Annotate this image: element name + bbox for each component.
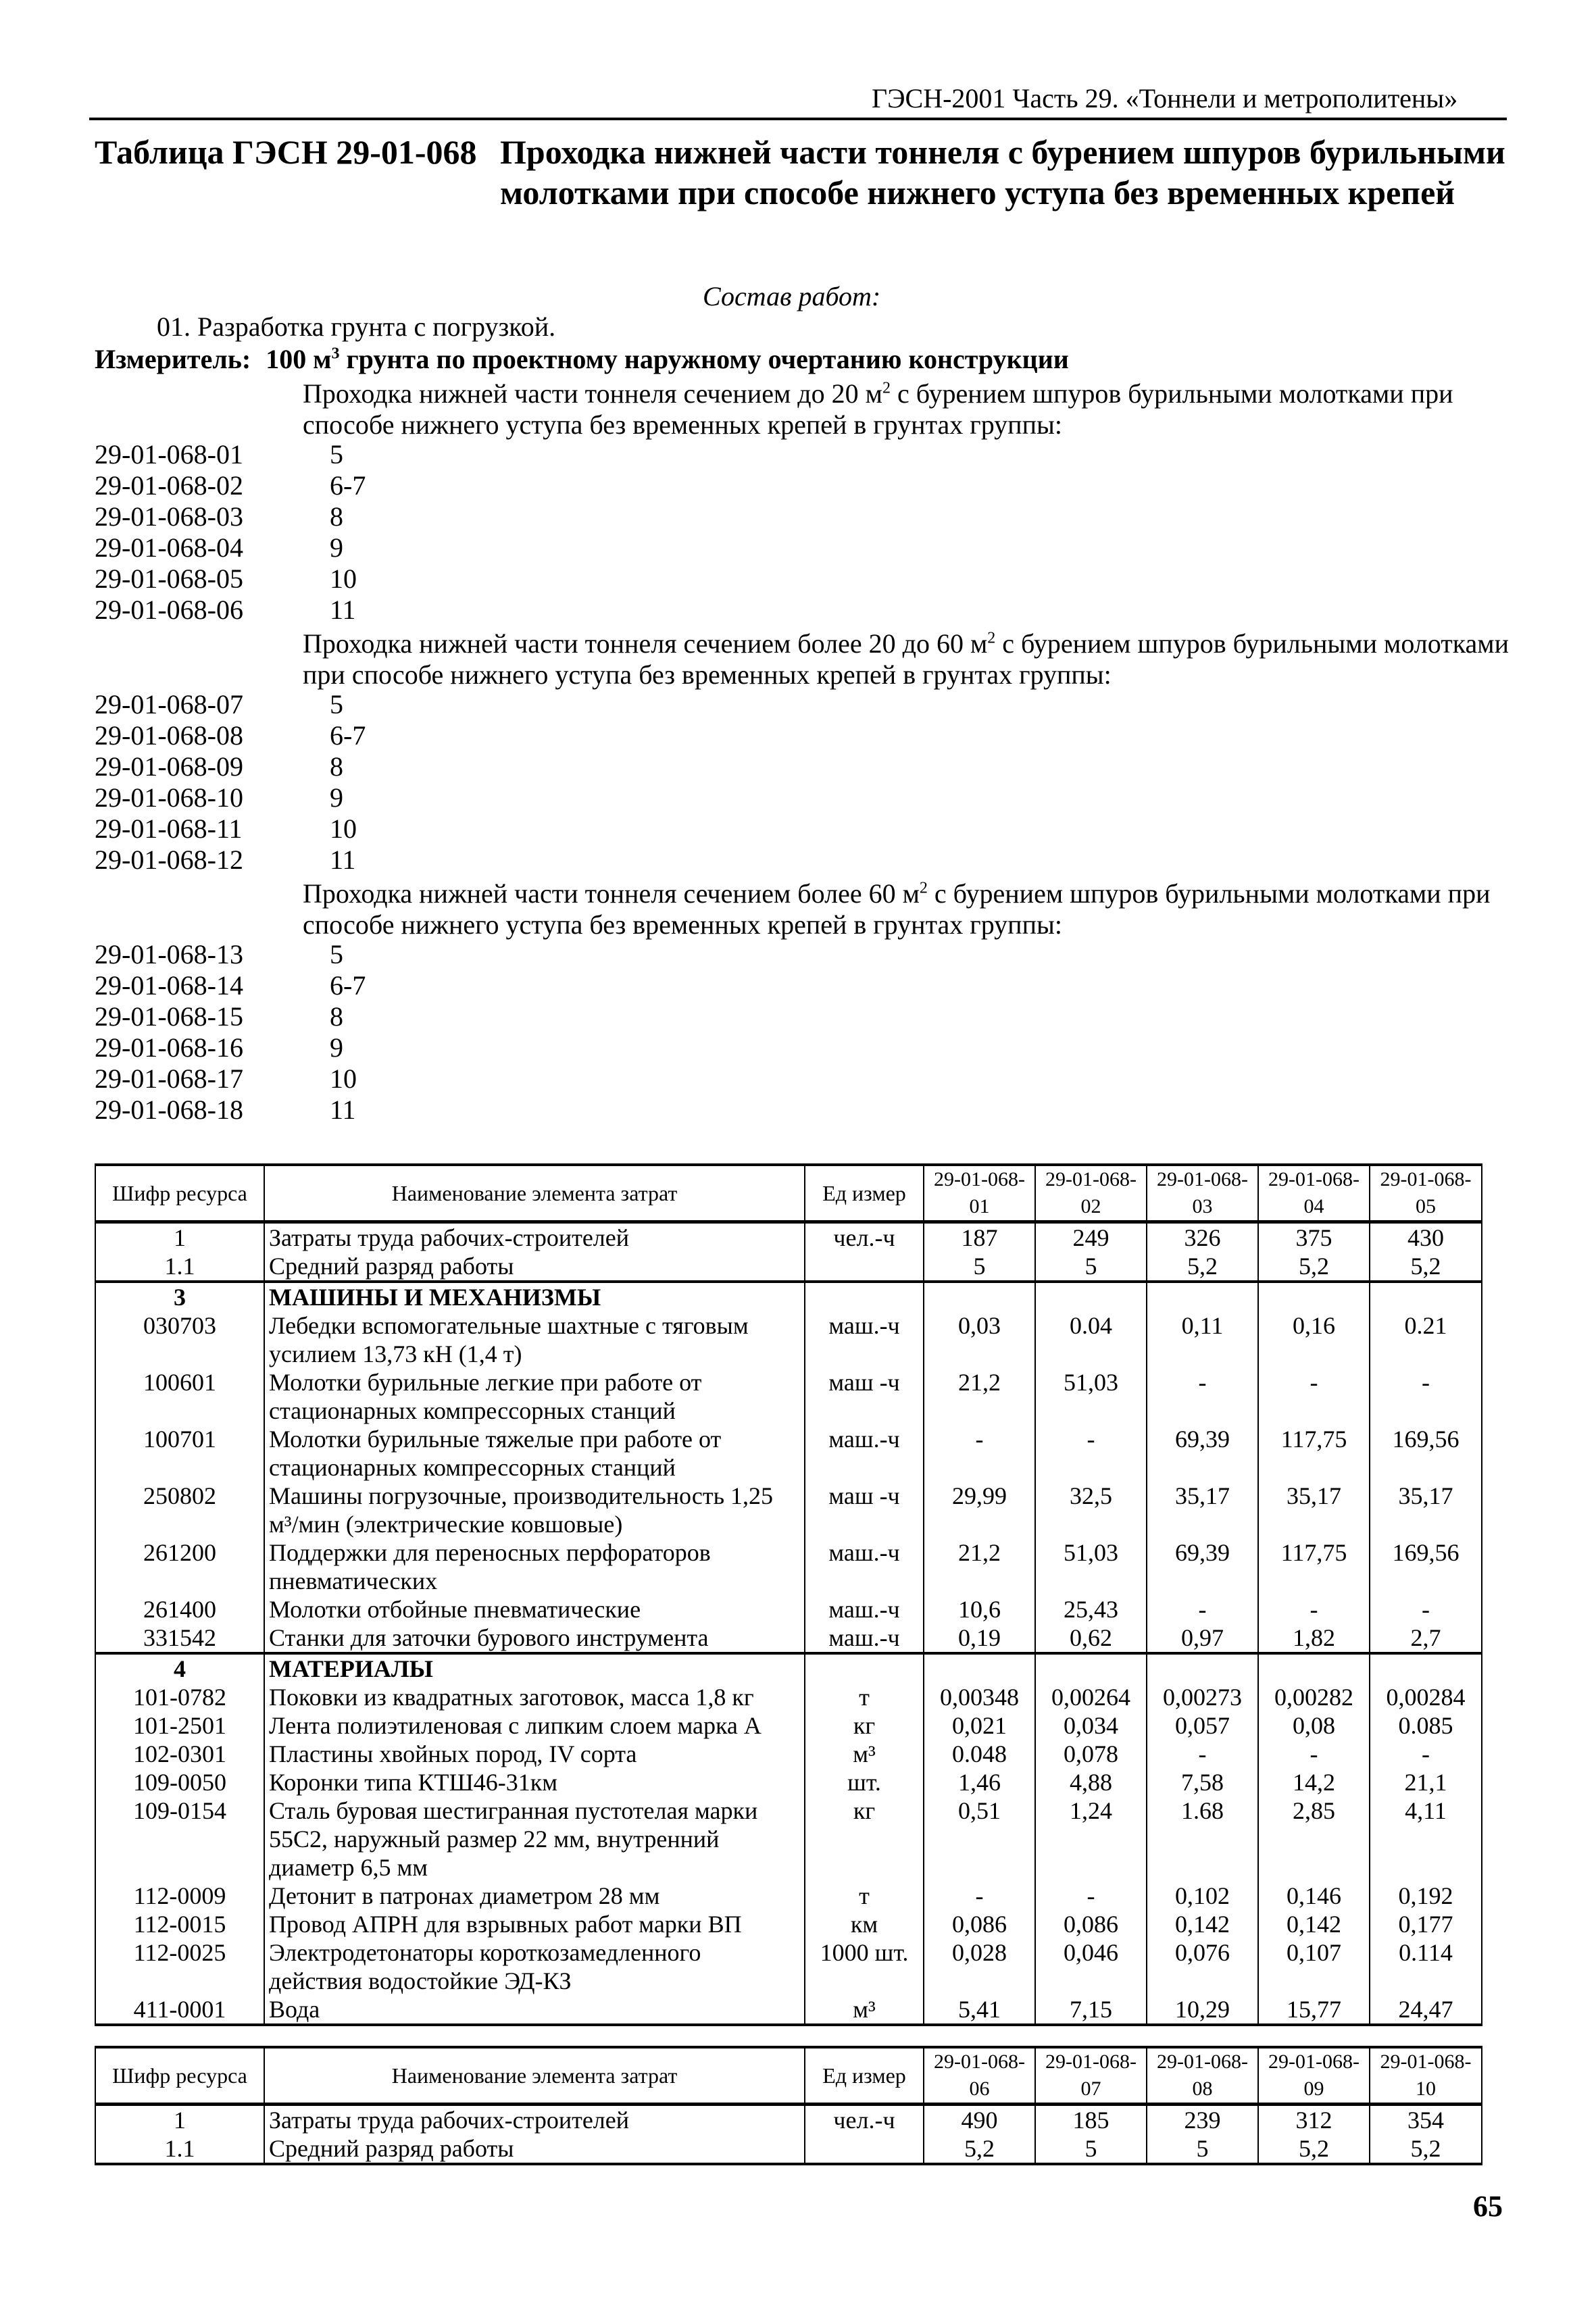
soil-group: 8 xyxy=(330,501,343,532)
resource-name: Лента полиэтиленовая с липким слоем марка А xyxy=(264,1711,805,1740)
resource-value: 187 xyxy=(924,1222,1035,1253)
resource-value: 169,56 xyxy=(1370,1538,1482,1595)
resource-unit: т xyxy=(805,1683,924,1711)
resource-value: 0,021 xyxy=(924,1711,1035,1740)
resource-unit: маш.-ч xyxy=(805,1595,924,1624)
resource-code: 100601 xyxy=(95,1368,264,1425)
resource-value: 4,11 xyxy=(1370,1796,1482,1882)
resource-code: 250802 xyxy=(95,1482,264,1538)
table-row xyxy=(95,1595,1482,1624)
soil-group: 5 xyxy=(330,439,343,470)
resource-code: 261400 xyxy=(95,1595,264,1624)
resource-value: 21,1 xyxy=(1370,1768,1482,1796)
resource-code: 109-0050 xyxy=(95,1768,264,1796)
resource-value: 1,46 xyxy=(924,1768,1035,1796)
norm-code: 29-01-068-02 xyxy=(95,470,243,501)
resource-value: 5 xyxy=(1035,1252,1147,1282)
table-title-text: Проходка нижней части тоннеля с бурением шпуров бурильными молотками при способе нижнего уступа без временных крепей xyxy=(500,133,1505,211)
header-name: Наименование элемента затрат xyxy=(264,1165,805,1222)
table-row xyxy=(95,1995,1482,2025)
resource-value: 5 xyxy=(1035,2134,1147,2164)
resource-value xyxy=(1147,1653,1258,1683)
resource-value: - xyxy=(1370,1595,1482,1624)
resource-value: 21,2 xyxy=(924,1368,1035,1425)
resource-unit: маш.-ч xyxy=(805,1311,924,1368)
resource-value xyxy=(1258,1282,1370,1311)
resource-value: 0,11 xyxy=(1147,1311,1258,1368)
resource-name: Коронки типа КТШ46-31км xyxy=(264,1768,805,1796)
header-norm-column: 29-01-068-10 xyxy=(1370,2047,1482,2105)
norm-code: 29-01-068-07 xyxy=(95,689,243,720)
resource-value: 0,142 xyxy=(1258,1910,1370,1938)
resource-value: - xyxy=(924,1425,1035,1482)
norm-code-row xyxy=(95,532,343,563)
header-norm-column: 29-01-068-06 xyxy=(924,2047,1035,2105)
resource-value: 32,5 xyxy=(1035,1482,1147,1538)
measure-label: Измеритель: xyxy=(95,344,251,374)
resource-value: 7,15 xyxy=(1035,1995,1147,2025)
norm-code-row xyxy=(95,439,343,470)
resource-name: Поддержки для переносных перфораторов пневматических xyxy=(264,1538,805,1595)
header-norm-column: 29-01-068-05 xyxy=(1370,1165,1482,1222)
norm-code-row xyxy=(95,1001,343,1032)
resource-code: 112-0015 xyxy=(95,1910,264,1938)
resource-value: 375 xyxy=(1258,1222,1370,1253)
resource-value: 5,2 xyxy=(1147,1252,1258,1282)
table-title-label: Таблица ГЭСН 29-01-068 xyxy=(95,133,477,171)
norm-code: 29-01-068-11 xyxy=(95,813,243,844)
norm-code-row xyxy=(95,689,343,720)
resource-value: 0,192 xyxy=(1370,1882,1482,1910)
table-row xyxy=(95,1796,1482,1882)
resource-value: 5,2 xyxy=(1370,1252,1482,1282)
resource-name: Машины погрузочные, производительность 1,25 м³/мин (электрические ковшовые) xyxy=(264,1482,805,1538)
resource-unit: шт. xyxy=(805,1768,924,1796)
resource-value: 0,00284 xyxy=(1370,1683,1482,1711)
soil-group: 10 xyxy=(330,563,357,594)
header-norm-column: 29-01-068-02 xyxy=(1035,1165,1147,1222)
resource-value: 24,47 xyxy=(1370,1995,1482,2025)
table-row xyxy=(95,1311,1482,1368)
norm-code-row xyxy=(95,1032,343,1063)
header-rule xyxy=(89,118,1507,120)
resource-value: 0,19 xyxy=(924,1624,1035,1653)
resource-value: 29,99 xyxy=(924,1482,1035,1538)
soil-group: 9 xyxy=(330,1032,343,1063)
resource-name: Средний разряд работы xyxy=(264,2134,805,2164)
resource-value: 0,086 xyxy=(924,1910,1035,1938)
resource-code: 109-0154 xyxy=(95,1796,264,1882)
resource-value: 5,2 xyxy=(1370,2134,1482,2164)
header-code: Шифр ресурса xyxy=(95,2047,264,2105)
resource-code: 261200 xyxy=(95,1538,264,1595)
norm-code-row xyxy=(95,970,366,1001)
resource-value: 0,00348 xyxy=(924,1683,1035,1711)
table-row xyxy=(95,1624,1482,1653)
resource-code: 101-2501 xyxy=(95,1711,264,1740)
header-unit: Ед измер xyxy=(805,1165,924,1222)
resource-value: 5,2 xyxy=(924,2134,1035,2164)
resource-value: 0,078 xyxy=(1035,1740,1147,1768)
resource-unit xyxy=(805,2134,924,2164)
resource-code: 030703 xyxy=(95,1311,264,1368)
resource-value: 2,7 xyxy=(1370,1624,1482,1653)
table-row xyxy=(95,1683,1482,1711)
norm-code: 29-01-068-17 xyxy=(95,1063,243,1094)
soil-group: 11 xyxy=(330,595,356,625)
resource-unit: чел.-ч xyxy=(805,1222,924,1253)
resource-unit: маш -ч xyxy=(805,1368,924,1425)
resource-value: 0.21 xyxy=(1370,1311,1482,1368)
soil-group: 10 xyxy=(330,813,357,844)
resource-value: 354 xyxy=(1370,2105,1482,2135)
resource-code: 411-0001 xyxy=(95,1995,264,2025)
measure-value: 100 $м^3$ грунта по проектному наружному очертанию конструкции xyxy=(266,344,1069,374)
resource-value: 0.048 xyxy=(924,1740,1035,1768)
resource-name: Средний разряд работы xyxy=(264,1252,805,1282)
resource-name: МАТЕРИАЛЫ xyxy=(264,1653,805,1683)
resource-value: 69,39 xyxy=(1147,1538,1258,1595)
resource-value xyxy=(924,1282,1035,1311)
group-description: Проходка нижней части тоннеля сечением более 20 до 60 $м^2$ с бурением шпуров бурильными молотками при способе нижнего уступа без временных крепей в грунтах группы: xyxy=(303,628,1510,690)
resource-table-1 xyxy=(95,1163,1482,2026)
norm-code: 29-01-068-10 xyxy=(95,782,243,813)
header-norm-column: 29-01-068-01 xyxy=(924,1165,1035,1222)
resource-value xyxy=(1370,1653,1482,1683)
resource-value: 0,034 xyxy=(1035,1711,1147,1740)
table-row xyxy=(95,2105,1482,2135)
norm-code: 29-01-068-14 xyxy=(95,970,243,1001)
soil-group: 8 xyxy=(330,1001,343,1032)
header-code: Шифр ресурса xyxy=(95,1165,264,1222)
norm-code-row xyxy=(95,1095,356,1126)
resource-value: 21,2 xyxy=(924,1538,1035,1595)
table-row xyxy=(95,1368,1482,1425)
resource-value: 7,58 xyxy=(1147,1768,1258,1796)
norm-code-row xyxy=(95,782,343,813)
resource-table-2 xyxy=(95,2046,1482,2165)
resource-value: 5,41 xyxy=(924,1995,1035,2025)
resource-unit: маш.-ч xyxy=(805,1425,924,1482)
resource-code: 1 xyxy=(95,2105,264,2135)
resource-code: 4 xyxy=(95,1653,264,1683)
resource-value: - xyxy=(1035,1425,1147,1482)
resource-code: 1 xyxy=(95,1222,264,1253)
resource-value: 15,77 xyxy=(1258,1995,1370,2025)
norm-code-row xyxy=(95,845,356,876)
resource-value: 5 xyxy=(924,1252,1035,1282)
resource-code: 1.1 xyxy=(95,2134,264,2164)
resource-value: 117,75 xyxy=(1258,1425,1370,1482)
resource-value: - xyxy=(1147,1595,1258,1624)
resource-value: 0,142 xyxy=(1147,1910,1258,1938)
resource-name: МАШИНЫ И МЕХАНИЗМЫ xyxy=(264,1282,805,1311)
norm-code: 29-01-068-05 xyxy=(95,563,243,594)
table-row xyxy=(95,1938,1482,1995)
resource-value: - xyxy=(1258,1595,1370,1624)
resource-name: Электродетонаторы короткозамедленного действия водостойкие ЭД-КЗ xyxy=(264,1938,805,1995)
resource-value: 4,88 xyxy=(1035,1768,1147,1796)
resource-code: 102-0301 xyxy=(95,1740,264,1768)
table-row xyxy=(95,2134,1482,2164)
resource-value: 1.68 xyxy=(1147,1796,1258,1882)
soil-group: 5 xyxy=(330,689,343,720)
resource-value: 0.114 xyxy=(1370,1938,1482,1995)
table-row xyxy=(95,1425,1482,1482)
resource-value: 0.04 xyxy=(1035,1311,1147,1368)
table-row xyxy=(95,1653,1482,1683)
resource-value: 490 xyxy=(924,2105,1035,2135)
norm-code: 29-01-068-03 xyxy=(95,501,243,532)
resource-code: 100701 xyxy=(95,1425,264,1482)
resource-value: 249 xyxy=(1035,1222,1147,1253)
resource-unit xyxy=(805,1282,924,1311)
norm-code: 29-01-068-13 xyxy=(95,939,243,970)
table-row xyxy=(95,1882,1482,1910)
resource-value: 0,107 xyxy=(1258,1938,1370,1995)
resource-value: - xyxy=(1035,1882,1147,1910)
soil-group: 5 xyxy=(330,939,343,970)
resource-value: 326 xyxy=(1147,1222,1258,1253)
soil-group: 11 xyxy=(330,845,356,875)
resource-value: 35,17 xyxy=(1370,1482,1482,1538)
norm-code-row xyxy=(95,595,356,626)
resource-name: Поковки из квадратных заготовок, масса 1,8 кг xyxy=(264,1683,805,1711)
resource-unit: км xyxy=(805,1910,924,1938)
table-row xyxy=(95,1538,1482,1595)
resource-unit: 1000 шт. xyxy=(805,1938,924,1995)
soil-group: 6-7 xyxy=(330,720,366,751)
page-number: 65 xyxy=(1473,2190,1503,2223)
header-norm-column: 29-01-068-04 xyxy=(1258,1165,1370,1222)
group-description: Проходка нижней части тоннеля сечением более 60 $м^2$ с бурением шпуров бурильными молотками при способе нижнего уступа без временных крепей в грунтах группы: xyxy=(303,878,1491,940)
resource-code: 331542 xyxy=(95,1624,264,1653)
norm-code: 29-01-068-18 xyxy=(95,1095,243,1125)
resource-value: 2,85 xyxy=(1258,1796,1370,1882)
resource-value: - xyxy=(1370,1740,1482,1768)
table-row xyxy=(95,1222,1482,1253)
resource-unit: кг xyxy=(805,1796,924,1882)
table-row xyxy=(95,1910,1482,1938)
resource-value: 14,2 xyxy=(1258,1768,1370,1796)
resource-value: 0,076 xyxy=(1147,1938,1258,1995)
resource-value: 69,39 xyxy=(1147,1425,1258,1482)
resource-unit: м³ xyxy=(805,1995,924,2025)
resource-value: 5 xyxy=(1147,2134,1258,2164)
resource-value: 0,00282 xyxy=(1258,1683,1370,1711)
table-header-row xyxy=(95,1165,1482,1222)
norm-code-row xyxy=(95,563,357,595)
norm-code: 29-01-068-15 xyxy=(95,1001,243,1032)
norm-code-row xyxy=(95,939,343,970)
soil-group: 9 xyxy=(330,782,343,813)
resource-value: 0,046 xyxy=(1035,1938,1147,1995)
table-row xyxy=(95,1711,1482,1740)
resource-name: Молотки бурильные тяжелые при работе от стационарных компрессорных станций xyxy=(264,1425,805,1482)
resource-value: 51,03 xyxy=(1035,1368,1147,1425)
resource-value: 51,03 xyxy=(1035,1538,1147,1595)
resource-name: Лебедки вспомогательные шахтные с тяговым усилием 13,73 кН (1,4 т) xyxy=(264,1311,805,1368)
resource-value: 312 xyxy=(1258,2105,1370,2135)
resource-name: Провод АПРН для взрывных работ марки ВП xyxy=(264,1910,805,1938)
soil-group: 11 xyxy=(330,1095,356,1125)
resource-code: 112-0025 xyxy=(95,1938,264,1995)
resource-value: 0,00264 xyxy=(1035,1683,1147,1711)
resource-unit: м³ xyxy=(805,1740,924,1768)
resource-value xyxy=(1035,1282,1147,1311)
resource-value: - xyxy=(1258,1368,1370,1425)
norm-code-row xyxy=(95,1063,357,1095)
resource-value xyxy=(1035,1653,1147,1683)
resource-value: 10,29 xyxy=(1147,1995,1258,2025)
resource-value: - xyxy=(1258,1740,1370,1768)
resource-value: 117,75 xyxy=(1258,1538,1370,1595)
resource-value: 0,97 xyxy=(1147,1624,1258,1653)
resource-value xyxy=(1147,1282,1258,1311)
measure-line xyxy=(95,343,1069,375)
resource-code: 3 xyxy=(95,1282,264,1311)
resource-value: 35,17 xyxy=(1258,1482,1370,1538)
group-description: Проходка нижней части тоннеля сечением до 20 $м^2$ с бурением шпуров бурильными молотками при способе нижнего уступа без временных крепей в грунтах группы: xyxy=(303,378,1453,440)
resource-value: 0,08 xyxy=(1258,1711,1370,1740)
header-norm-column: 29-01-068-07 xyxy=(1035,2047,1147,2105)
resource-value: 1,82 xyxy=(1258,1624,1370,1653)
resource-value: - xyxy=(1147,1740,1258,1768)
resource-value: 0,057 xyxy=(1147,1711,1258,1740)
resource-value: 169,56 xyxy=(1370,1425,1482,1482)
soil-group: 9 xyxy=(330,532,343,563)
resource-unit xyxy=(805,1653,924,1683)
running-header: ГЭСН-2001 Часть 29. «Тоннели и метрополитены» xyxy=(872,83,1458,114)
table-title xyxy=(95,132,1507,213)
resource-value: 1,24 xyxy=(1035,1796,1147,1882)
header-norm-column: 29-01-068-09 xyxy=(1258,2047,1370,2105)
table-row xyxy=(95,1252,1482,1282)
resource-value: 0,00273 xyxy=(1147,1683,1258,1711)
norm-code: 29-01-068-01 xyxy=(95,439,243,470)
resource-name: Молотки отбойные пневматические xyxy=(264,1595,805,1624)
resource-value: 0,086 xyxy=(1035,1910,1147,1938)
norm-code-row xyxy=(95,470,366,501)
resource-unit: кг xyxy=(805,1711,924,1740)
resource-unit: маш.-ч xyxy=(805,1624,924,1653)
resource-code: 101-0782 xyxy=(95,1683,264,1711)
norm-code: 29-01-068-09 xyxy=(95,751,243,782)
norm-code-row xyxy=(95,813,357,845)
resource-name: Вода xyxy=(264,1995,805,2025)
resource-name: Пластины хвойных пород, IV сорта xyxy=(264,1740,805,1768)
norm-code-row xyxy=(95,501,343,532)
header-norm-column: 29-01-068-08 xyxy=(1147,2047,1258,2105)
resource-unit: маш.-ч xyxy=(805,1538,924,1595)
resource-name: Затраты труда рабочих-строителей xyxy=(264,2105,805,2135)
composition-heading: Состав работ: xyxy=(703,281,881,311)
resource-value: 25,43 xyxy=(1035,1595,1147,1624)
resource-value: 185 xyxy=(1035,2105,1147,2135)
resource-value: - xyxy=(924,1882,1035,1910)
resource-value: 0,146 xyxy=(1258,1882,1370,1910)
resource-value: - xyxy=(1147,1368,1258,1425)
soil-group: 10 xyxy=(330,1063,357,1094)
resource-unit: чел.-ч xyxy=(805,2105,924,2135)
resource-value: 5,2 xyxy=(1258,2134,1370,2164)
resource-value: 0,03 xyxy=(924,1311,1035,1368)
resource-name: Сталь буровая шестигранная пустотелая марки 55С2, наружный размер 22 мм, внутренний диаметр 6,5 мм xyxy=(264,1796,805,1882)
norm-code-row xyxy=(95,720,366,751)
resource-value: 0,102 xyxy=(1147,1882,1258,1910)
resource-value: - xyxy=(1370,1368,1482,1425)
resource-value: 0,177 xyxy=(1370,1910,1482,1938)
resource-value: 35,17 xyxy=(1147,1482,1258,1538)
resource-value: 5,2 xyxy=(1258,1252,1370,1282)
norm-code: 29-01-068-04 xyxy=(95,532,243,563)
resource-code: 1.1 xyxy=(95,1252,264,1282)
resource-value xyxy=(1370,1282,1482,1311)
norm-code: 29-01-068-06 xyxy=(95,595,243,625)
table-row xyxy=(95,1768,1482,1796)
norm-code: 29-01-068-12 xyxy=(95,845,243,875)
soil-group: 8 xyxy=(330,751,343,782)
table-row xyxy=(95,1740,1482,1768)
resource-name: Молотки бурильные легкие при работе от стационарных компрессорных станций xyxy=(264,1368,805,1425)
header-norm-column: 29-01-068-03 xyxy=(1147,1165,1258,1222)
work-item: 01. Разработка грунта с погрузкой. xyxy=(157,311,556,342)
resource-value: 239 xyxy=(1147,2105,1258,2135)
resource-value: 0,62 xyxy=(1035,1624,1147,1653)
resource-unit xyxy=(805,1252,924,1282)
norm-code: 29-01-068-16 xyxy=(95,1032,243,1063)
table-row xyxy=(95,1282,1482,1311)
resource-unit: т xyxy=(805,1882,924,1910)
resource-value: 430 xyxy=(1370,1222,1482,1253)
resource-value: 0,51 xyxy=(924,1796,1035,1882)
resource-value xyxy=(924,1653,1035,1683)
resource-value: 0,028 xyxy=(924,1938,1035,1995)
resource-value xyxy=(1258,1653,1370,1683)
soil-group: 6-7 xyxy=(330,470,366,501)
header-unit: Ед измер xyxy=(805,2047,924,2105)
resource-code: 112-0009 xyxy=(95,1882,264,1910)
resource-value: 0.085 xyxy=(1370,1711,1482,1740)
header-name: Наименование элемента затрат xyxy=(264,2047,805,2105)
resource-value: 0,16 xyxy=(1258,1311,1370,1368)
resource-value: 10,6 xyxy=(924,1595,1035,1624)
resource-unit: маш -ч xyxy=(805,1482,924,1538)
norm-code-row xyxy=(95,751,343,782)
soil-group: 6-7 xyxy=(330,970,366,1001)
resource-name: Затраты труда рабочих-строителей xyxy=(264,1222,805,1253)
table-row xyxy=(95,1482,1482,1538)
resource-name: Станки для заточки бурового инструмента xyxy=(264,1624,805,1653)
norm-code: 29-01-068-08 xyxy=(95,720,243,751)
table-header-row xyxy=(95,2047,1482,2105)
resource-name: Детонит в патронах диаметром 28 мм xyxy=(264,1882,805,1910)
